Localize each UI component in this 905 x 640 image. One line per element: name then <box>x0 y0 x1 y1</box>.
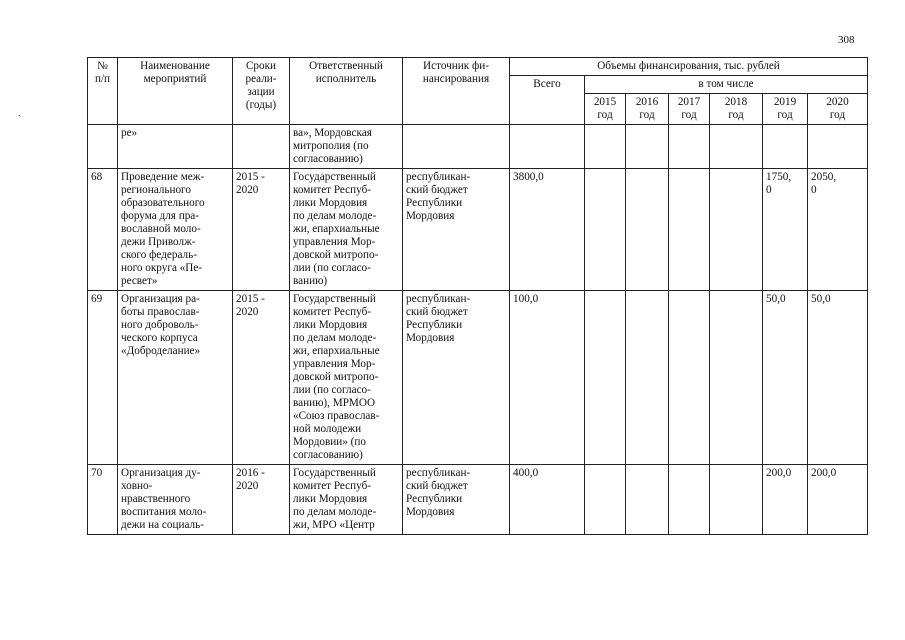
row-year-2017 <box>669 125 710 169</box>
header-year-2019: 2019 год <box>763 94 808 125</box>
row-year-2017 <box>669 169 710 291</box>
row-total: 100,0 <box>510 291 585 465</box>
row-terms: 2015 - 2020 <box>233 291 290 465</box>
row-executor: Государственный комитет Респуб- лики Мордовия по делам молоде- жи, епархиальные управления Мор- довской митропо- лии (по согласо- ванию) <box>290 169 403 291</box>
row-year-2020 <box>808 125 868 169</box>
table-row <box>88 465 868 535</box>
row-name: Организация ду- ховно- нравственного воспитания моло- дежи на социаль- <box>118 465 233 535</box>
row-year-2016 <box>626 291 669 465</box>
row-year-2019 <box>763 125 808 169</box>
header-num: № п/п <box>88 58 118 125</box>
row-num: 70 <box>88 465 118 535</box>
row-source: республикан- ский бюджет Республики Мордовия <box>403 291 510 465</box>
table-row <box>88 169 868 291</box>
row-year-2019: 200,0 <box>763 465 808 535</box>
row-num: 69 <box>88 291 118 465</box>
row-total <box>510 125 585 169</box>
header-year-2018: 2018 год <box>710 94 763 125</box>
row-num <box>88 125 118 169</box>
row-name: Организация ра- боты православ- ного доброволь- ческого корпуса «Доброделание» <box>118 291 233 465</box>
row-year-2019: 1750, 0 <box>763 169 808 291</box>
header-name: Наименование мероприятий <box>118 58 233 125</box>
header-executor: Ответственный исполнитель <box>290 58 403 125</box>
row-terms: 2015 - 2020 <box>233 169 290 291</box>
row-name: Проведение меж- регионального образовательного форума для пра- вославной моло- дежи Приволж- ского федераль- ного округа «Пе- ресвет» <box>118 169 233 291</box>
row-num: 68 <box>88 169 118 291</box>
row-terms: 2016 - 2020 <box>233 465 290 535</box>
row-source: республикан- ский бюджет Республики Мордовия <box>403 169 510 291</box>
header-including: в том числе <box>585 76 868 94</box>
header-source: Источник фи- нансирования <box>403 58 510 125</box>
row-year-2017 <box>669 291 710 465</box>
row-source: республикан- ский бюджет Республики Мордовия <box>403 465 510 535</box>
row-terms <box>233 125 290 169</box>
financing-table <box>87 57 868 535</box>
header-year-2017: 2017 год <box>669 94 710 125</box>
table-row <box>88 291 868 465</box>
row-year-2015 <box>585 291 626 465</box>
row-year-2018 <box>710 465 763 535</box>
row-year-2019: 50,0 <box>763 291 808 465</box>
row-total: 400,0 <box>510 465 585 535</box>
table-row <box>88 125 868 169</box>
page-number: 308 <box>838 34 855 46</box>
row-year-2016 <box>626 465 669 535</box>
row-name: ре» <box>118 125 233 169</box>
row-year-2015 <box>585 169 626 291</box>
header-terms: Сроки реали- зации (годы) <box>233 58 290 125</box>
row-year-2018 <box>710 169 763 291</box>
header-total: Всего <box>510 76 585 125</box>
row-year-2020: 200,0 <box>808 465 868 535</box>
row-executor: ва», Мордовская митрополия (по согласованию) <box>290 125 403 169</box>
row-total: 3800,0 <box>510 169 585 291</box>
row-year-2020: 50,0 <box>808 291 868 465</box>
header-row <box>88 58 868 76</box>
row-year-2020: 2050, 0 <box>808 169 868 291</box>
header-year-2016: 2016 год <box>626 94 669 125</box>
row-executor: Государственный комитет Респуб- лики Мордовия по делам молоде- жи, епархиальные управления Мор- довской митропо- лии (по согласо- ванию), МРМОО «Союз православ- ной молодежи Мордовии» (по согласованию) <box>290 291 403 465</box>
header-volumes: Объемы финансирования, тыс. рублей <box>510 58 868 76</box>
row-year-2017 <box>669 465 710 535</box>
row-year-2016 <box>626 169 669 291</box>
row-year-2018 <box>710 125 763 169</box>
row-source <box>403 125 510 169</box>
row-year-2015 <box>585 465 626 535</box>
row-year-2016 <box>626 125 669 169</box>
row-executor: Государственный комитет Респуб- лики Мордовия по делам молоде- жи, МРО «Центр <box>290 465 403 535</box>
scan-mark: ˎ <box>18 106 22 117</box>
row-year-2015 <box>585 125 626 169</box>
header-year-2020: 2020 год <box>808 94 868 125</box>
row-year-2018 <box>710 291 763 465</box>
header-year-2015: 2015 год <box>585 94 626 125</box>
